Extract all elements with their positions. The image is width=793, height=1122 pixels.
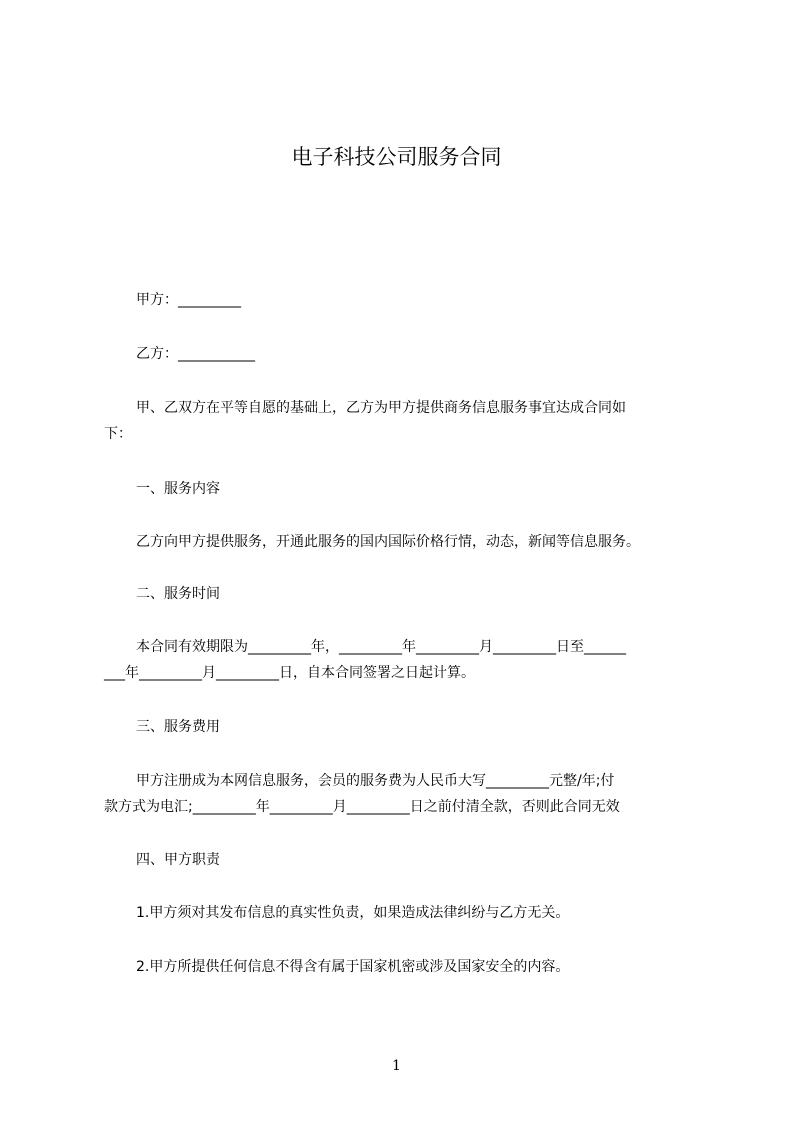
service-content-paragraph: 乙方向甲方提供服务，开通此服务的国内国际价格行情，动态，新闻等信息服务。	[136, 534, 640, 550]
intro-line-1: 甲、乙双方在平等自愿的基础上，乙方为甲方提供商务信息服务事宜达成合同如	[136, 400, 626, 416]
section-heading-service-content: 一、服务内容	[136, 481, 220, 497]
party-b-line: 乙方：___________	[136, 346, 255, 362]
intro-line-2: 下：	[104, 426, 132, 442]
page-number: 1	[392, 1058, 401, 1074]
section-heading-party-a-duties: 四、甲方职责	[136, 852, 220, 868]
section-heading-service-fee: 三、服务费用	[136, 719, 220, 735]
section-heading-service-time: 二、服务时间	[136, 586, 220, 602]
service-time-line-1: 本合同有效期限为_________年，_________年_________月_________日至______	[136, 639, 626, 655]
service-fee-line-2: 款方式为电汇;_________年_________月_________日之前付清全款，否则此合同无效	[104, 799, 620, 815]
party-a-duty-item: 2.甲方所提供任何信息不得含有属于国家机密或涉及国家安全的内容。	[136, 959, 570, 975]
service-time-line-2: ___年_________月_________日，自本合同签署之日起计算。	[104, 665, 475, 681]
service-fee-line-1: 甲方注册成为本网信息服务，会员的服务费为人民币大写_________元整/年;付	[136, 773, 615, 789]
party-a-duty-item: 1.甲方须对其发布信息的真实性负责，如果造成法律纠纷与乙方无关。	[136, 905, 570, 921]
document-title: 电子科技公司服务合同	[291, 145, 502, 169]
party-a-line: 甲方：_________	[136, 292, 241, 308]
